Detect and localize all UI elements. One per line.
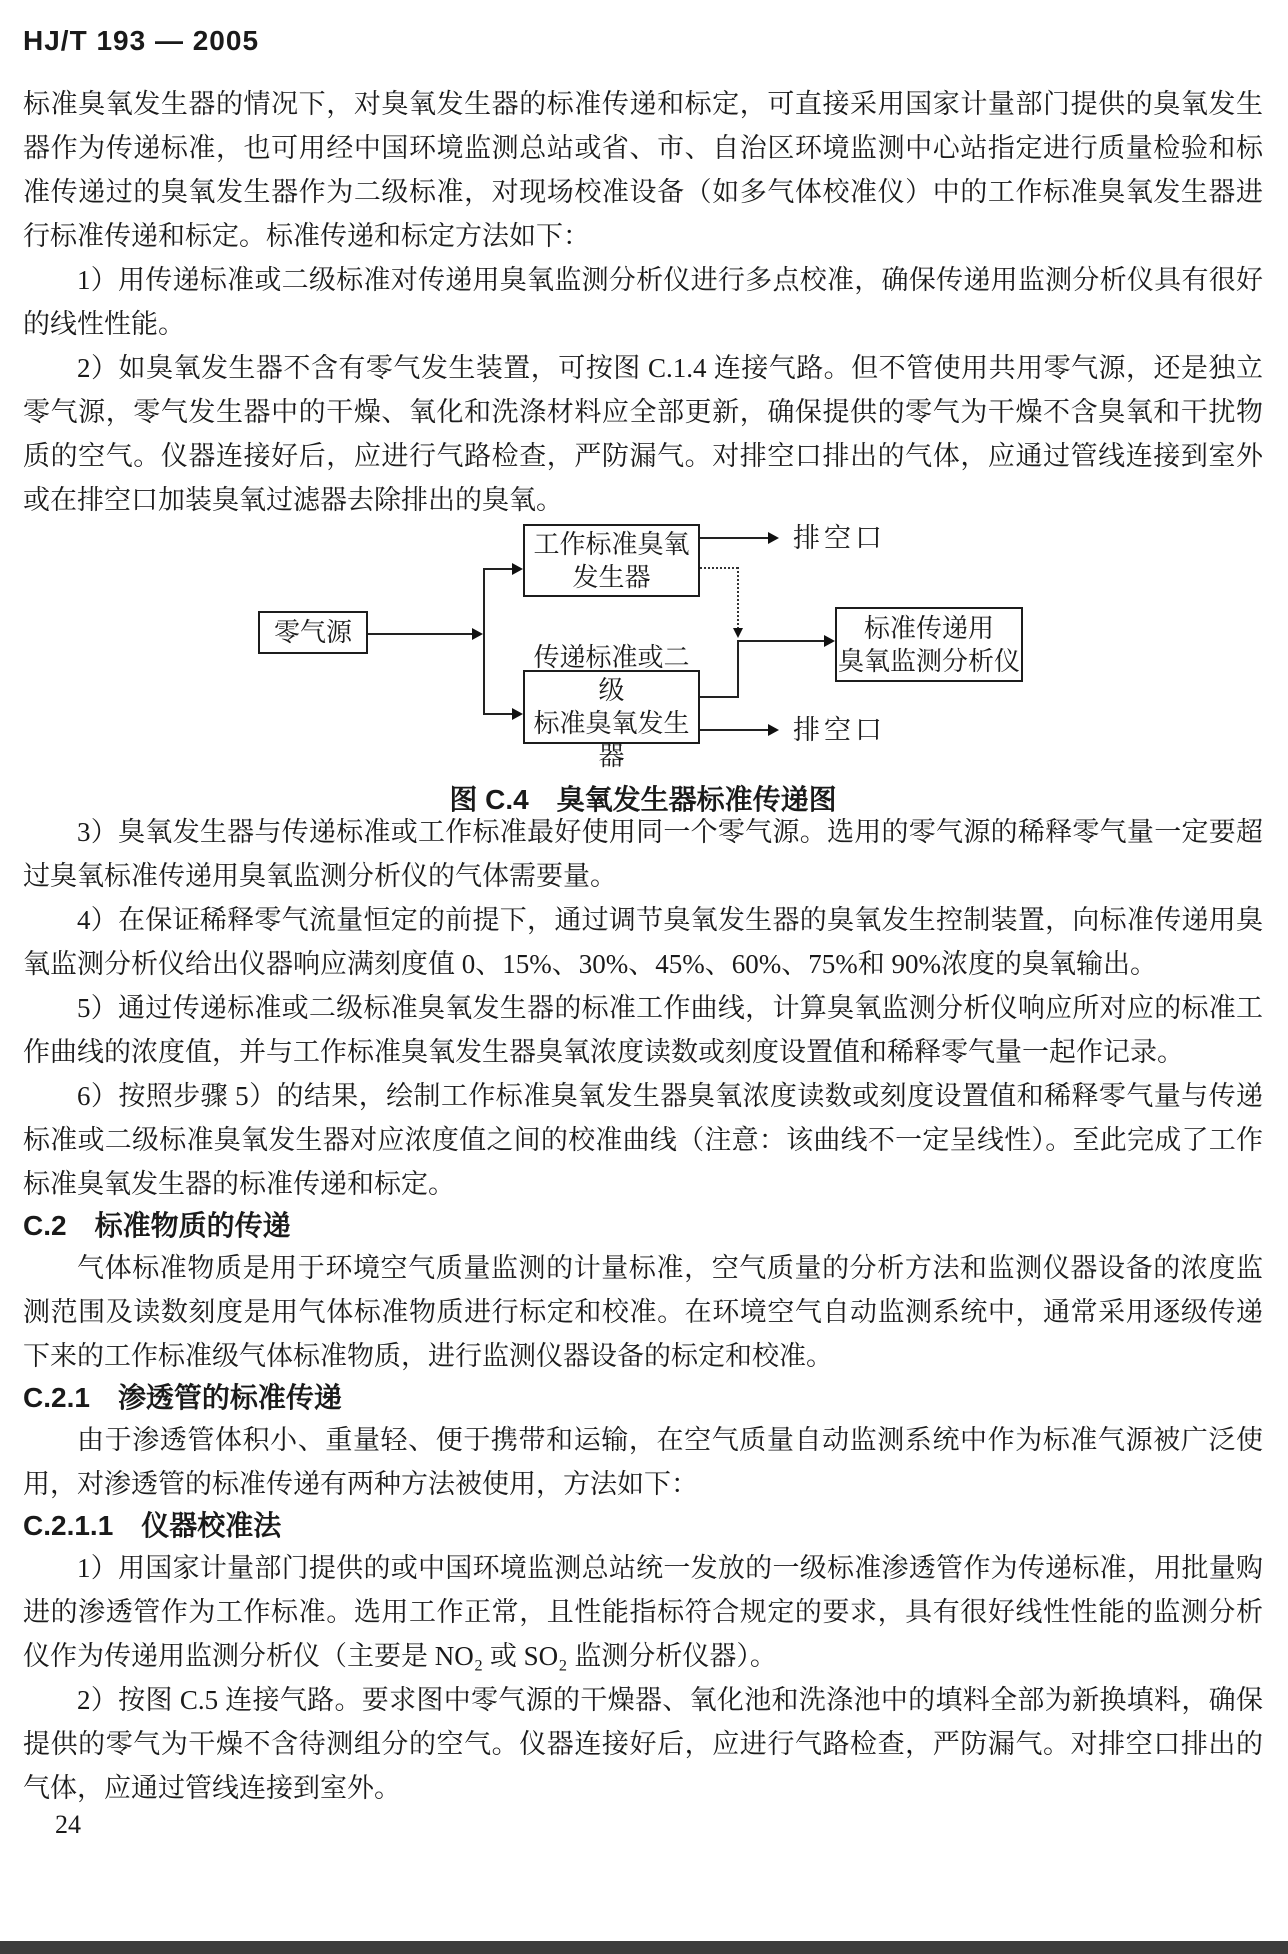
arrow-dotted-down: [733, 628, 743, 638]
page-number: 24: [55, 1810, 81, 1839]
figure-caption: 图 C.4 臭氧发生器标准传递图: [449, 784, 837, 815]
arrow-into-analyzer: [824, 635, 835, 647]
working-standard-generator-label-line1: 工作标准臭氧: [533, 529, 690, 559]
paragraph-item-5: 5）通过传递标准或二级标准臭氧发生器的标准工作曲线，计算臭氧监测分析仪响应所对应的标准工作曲线的浓度值，并与工作标准臭氧发生器臭氧浓度读数或刻度设置值和稀释零气量一起作记录。: [23, 993, 1263, 1067]
paragraph-c2: 气体标准物质是用于环境空气质量监测的计量标准，空气质量的分析方法和监测仪器设备的浓度监测范围及读数刻度是用气体标准物质进行标定和校准。在环境空气自动监测系统中，通常采用逐级传递下来的工作标准级气体标准物质，进行监测仪器设备的标定和校准。: [23, 1253, 1263, 1371]
paragraph-intro: 标准臭氧发生器的情况下，对臭氧发生器的标准传递和标定，可直接采用国家计量部门提供的臭氧发生器作为传递标准，也可用经中国环境监测总站或省、市、自治区环境监测中心站指定进行质量检验和标准传递过的臭氧发生器作为二级标准，对现场校准设备（如多气体校准仪）中的工作标准臭氧发生器进行标准传递和标定。标准传递和标定方法如下：: [23, 89, 1263, 251]
arrow-vent-bottom: [768, 724, 779, 736]
arrow-vent-top: [768, 532, 779, 544]
zero-air-source-box: [258, 611, 368, 654]
flow-line-working-to-vent: [700, 537, 770, 539]
flow-line-transfer-horizontal: [700, 696, 739, 698]
zero-air-source-label: 零气源: [273, 618, 352, 647]
scan-edge-bar: [0, 1941, 1288, 1954]
flow-line-branch-vertical: [483, 568, 485, 715]
paragraph-item-3: 3）臭氧发生器与传递标准或工作标准最好使用同一个零气源。选用的零气源的稀释零气量一定要超过臭氧标准传递用臭氧监测分析仪的气体需要量。: [23, 817, 1263, 891]
paragraph-c211-item-1: 1）用国家计量部门提供的或中国环境监测总站统一发放的一级标准渗透管作为传递标准，用批量购进的渗透管作为工作标准。选用工作正常，且性能指标符合规定的要求，具有很好线性性能的监测分析仪作为传递用监测分析仪（主要是 NO₂ 或 SO₂ 监测分析仪器）。: [23, 1553, 1263, 1671]
ozone-analyzer-box: [835, 607, 1023, 682]
transfer-standard-generator-label-line1: 传递标准或二级: [533, 643, 690, 705]
section-heading-c211: C.2.1.1 仪器校准法: [23, 1510, 282, 1541]
flow-line-transfer-vertical: [737, 640, 739, 698]
flow-line-zero-air: [368, 633, 474, 635]
flow-line-to-transfer-standard: [483, 713, 514, 715]
paragraph-c211-item-2: 2）按图 C.5 连接气路。要求图中零气源的干燥器、氧化池和洗涤池中的填料全部为新换填料，确保提供的零气为干燥不含待测组分的空气。仪器连接好后，应进行气路检查，严防漏气。对排空口排出的气体，应通过管线连接到室外。: [23, 1685, 1263, 1803]
vent-label-bottom: 排空口: [793, 715, 886, 745]
flow-line-to-working-standard: [483, 568, 514, 570]
section-heading-c2: C.2 标准物质的传递: [23, 1210, 291, 1241]
arrow-into-branch: [472, 628, 483, 640]
paragraph-item-6: 6）按照步骤 5）的结果，绘制工作标准臭氧发生器臭氧浓度读数或刻度设置值和稀释零气量与传递标准或二级标准臭氧发生器对应浓度值之间的校准曲线（注意：该曲线不一定呈线性）。至此完成了工作标准臭氧发生器的标准传递和标定。: [23, 1081, 1263, 1199]
standard-number-header: HJ/T 193 — 2005: [23, 25, 260, 56]
paragraph-item-1: 1）用传递标准或二级标准对传递用臭氧监测分析仪进行多点校准，确保传递用监测分析仪具有很好的线性性能。: [23, 265, 1263, 339]
transfer-standard-generator-label-line2: 标准臭氧发生器: [533, 709, 690, 771]
paragraph-item-2: 2）如臭氧发生器不含有零气发生装置，可按图 C.1.4 连接气路。但不管使用共用零气源，还是独立零气源，零气发生器中的干燥、氧化和洗涤材料应全部更新，确保提供的零气为干燥不含臭氧和干扰物质的空气。仪器连接好后，应进行气路检查，严防漏气。对排空口排出的气体，应通过管线连接到室外或在排空口加装臭氧过滤器去除排出的臭氧。: [23, 353, 1263, 515]
paragraph-item-4: 4）在保证稀释零气流量恒定的前提下，通过调节臭氧发生器的臭氧发生控制装置，向标准传递用臭氧监测分析仪给出仪器响应满刻度值 0、15%、30%、45%、60%、75%和 90%浓度的臭氧输出。: [23, 905, 1263, 979]
working-standard-generator-label-line2: 发生器: [572, 562, 651, 592]
flow-line-transfer-to-vent: [700, 729, 770, 731]
transfer-standard-generator-box: [523, 643, 700, 771]
dotted-line-working-horizontal: [700, 567, 738, 569]
ozone-analyzer-label-line1: 标准传递用: [863, 613, 994, 643]
flow-line-to-analyzer: [737, 640, 824, 642]
figure-c4-diagram: [23, 524, 1263, 822]
vent-label-top: 排空口: [793, 523, 886, 553]
ozone-analyzer-label-line2: 臭氧监测分析仪: [837, 646, 1020, 676]
arrow-into-working-standard: [512, 563, 523, 575]
arrow-into-transfer-standard: [512, 708, 523, 720]
working-standard-generator-box: [523, 524, 700, 597]
section-heading-c21: C.2.1 渗透管的标准传递: [23, 1382, 342, 1413]
paragraph-c21: 由于渗透管体积小、重量轻、便于携带和运输，在空气质量自动监测系统中作为标准气源被广泛使用，对渗透管的标准传递有两种方法被使用，方法如下：: [23, 1425, 1263, 1499]
dotted-line-working-vertical: [737, 567, 739, 629]
